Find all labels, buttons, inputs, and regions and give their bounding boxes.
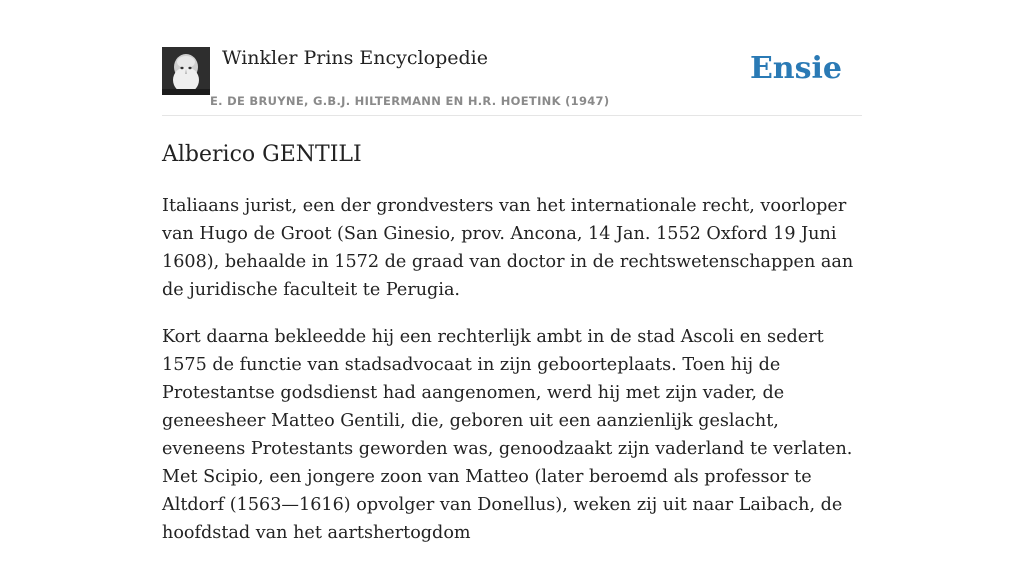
brand-logo[interactable]: Ensie: [749, 51, 842, 86]
content-column: [162, 0, 862, 543]
article-paragraph: Kort daarna bekleedde hij een rechterlijk ambt in de stad Ascoli en sedert 1575 de functie van stadsadvocaat in zijn geboorteplaats. Toen hij de Protestantse godsdienst had aangenomen, werd hij met zijn vader, de geneesheer Matteo Gentili, die, geboren uit een aanzienlijk geslacht, eveneens Protestants geworden was, genoodzaakt zijn vaderland te verlaten. Met Scipio, een jongere zoon van Matteo (later beroemd als professor te Altdorf (1563—1616) opvolger van Donellus), weken zij uit naar Laibach, de hoofdstad van het aartshertogdom: [162, 327, 853, 543]
source-title[interactable]: Winkler Prins Encyclopedie: [222, 47, 488, 69]
source-authors: E. DE BRUYNE, G.B.J. HILTERMANN EN H.R. HOETINK (1947): [210, 94, 610, 108]
article-title: Alberico GENTILI: [162, 142, 362, 167]
portrait-photo-icon[interactable]: [162, 47, 210, 95]
article-body: [162, 192, 862, 566]
article-paragraph: Italiaans jurist, een der grondvesters van het internationale recht, voorloper van Hugo de Groot (San Ginesio, prov. Ancona, 14 Jan. 1552 Oxford 19 Juni 1608), behaalde in 1572 de graad van doctor in de rechtswetenschappen aan de juridische faculteit te Perugia.: [162, 196, 854, 300]
source-header: [162, 0, 862, 116]
